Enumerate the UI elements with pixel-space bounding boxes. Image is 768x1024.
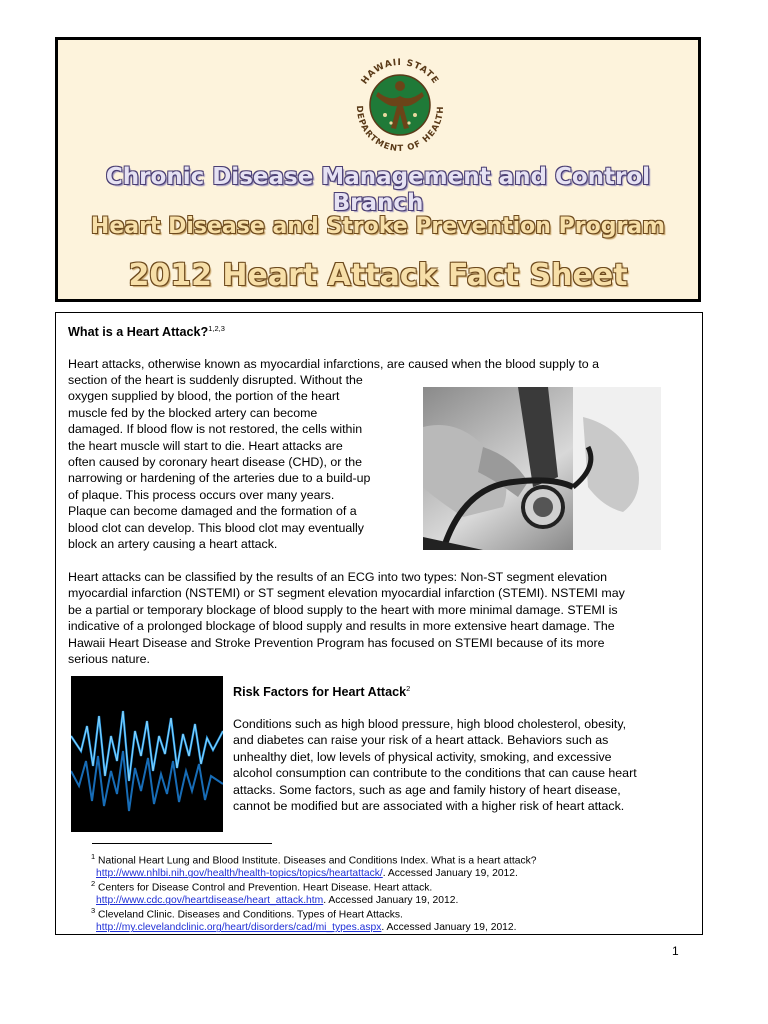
text-line: blood clot can develop. This blood clot may eventually — [68, 520, 364, 535]
text-line: serious nature. — [68, 652, 150, 667]
text-line: section of the heart is suddenly disrupted. Without the — [68, 373, 363, 387]
text-line: block an artery causing a heart attack. — [68, 537, 278, 552]
hawaii-doh-seal-icon — [345, 50, 455, 160]
fact-sheet-title: 2012 Heart Attack Fact Sheet — [128, 258, 628, 293]
heading-citation: 2 — [406, 684, 411, 693]
text-line: indicative of a prolonged blockage of blood supply and results in more extensive heart damage. The — [68, 619, 615, 634]
footnote-number: 3 — [91, 906, 96, 915]
text-line: Conditions such as high blood pressure, high blood cholesterol, obesity, — [233, 717, 627, 731]
heading-risk-factors — [233, 684, 410, 699]
footnote-text: Centers for Disease Control and Prevention. Heart Disease. Heart attack. — [95, 882, 433, 894]
stethoscope-photo — [423, 387, 661, 550]
footnote-accessed: . Accessed January 19, 2012. — [323, 895, 459, 907]
footnote-number: 1 — [91, 852, 96, 861]
ecg-waveform-image — [71, 676, 223, 832]
text-line: narrowing or hardening of the arteries due to a build-up — [68, 471, 371, 486]
text-line: unhealthy diet, low levels of physical activity, smoking, and excessive — [233, 749, 612, 764]
text-line: attacks. Some factors, such as age and family history of heart disease, — [233, 782, 621, 797]
text-line: damaged. If blood flow is not restored, the cells within — [68, 422, 363, 437]
text-line: the heart muscle will start to die. Heart attacks are — [68, 438, 343, 453]
footnote-link[interactable]: http://www.cdc.gov/heartdisease/heart_attack.htm — [96, 895, 324, 907]
para1-wrapped — [68, 372, 413, 552]
footnote-3 — [91, 904, 517, 934]
svg-text:DEPARTMENT OF HEALTH: DEPARTMENT OF HEALTH — [353, 105, 447, 155]
footnote-text: Cleveland Clinic. Diseases and Conditions. Types of Heart Attacks. — [95, 909, 403, 921]
text-line: be a partial or temporary blockage of blood supply to the heart with more minimal damage. STEMI is — [68, 602, 618, 617]
heading-text: What is a Heart Attack? — [68, 325, 209, 340]
footnote-2 — [91, 877, 458, 907]
text-line: of plaque. This process occurs over many years. — [68, 487, 335, 502]
content-box — [55, 312, 703, 935]
text-line: oxygen supplied by blood, the portion of the heart — [68, 389, 340, 404]
footnote-1 — [91, 850, 536, 880]
footnote-number: 2 — [91, 879, 96, 888]
para2 — [68, 569, 698, 667]
branch-title: Chronic Disease Management and Control Branch — [105, 164, 651, 216]
heading-what-is-heart-attack — [68, 324, 225, 339]
text-line: and diabetes can raise your risk of a heart attack. Behaviors such as — [233, 733, 609, 748]
text-line: often caused by coronary heart disease (CHD), or the — [68, 455, 363, 470]
heading-text: Risk Factors for Heart Attack — [233, 685, 407, 700]
program-title: Heart Disease and Stroke Prevention Program — [90, 214, 666, 239]
svg-text:HAWAII STATE: HAWAII STATE — [359, 57, 441, 87]
heading-citation: 1,2,3 — [208, 324, 225, 333]
text-line: Hawaii Heart Disease and Stroke Prevention Program has focused on STEMI because of its more — [68, 635, 605, 650]
risk-factors-para — [233, 716, 698, 814]
text-line: Plaque can become damaged and the formation of a — [68, 504, 357, 519]
footnote-divider — [92, 843, 272, 844]
footnote-link[interactable]: http://my.clevelandclinic.org/heart/disorders/cad/mi_types.aspx — [96, 922, 382, 934]
page-number: 1 — [672, 944, 679, 958]
footnote-accessed: . Accessed January 19, 2012. — [382, 868, 518, 880]
text-line: alcohol consumption can contribute to the conditions that can cause heart — [233, 766, 637, 781]
text-line: muscle fed by the blocked artery can become — [68, 405, 318, 420]
text-line: myocardial infarction (NSTEMI) or ST segment elevation myocardial infarction (STEMI). NSTEMI may — [68, 586, 625, 601]
text-line: Heart attacks can be classified by the results of an ECG into two types: Non-ST segment elevation — [68, 570, 608, 584]
text-line: cannot be modified but are associated with a higher risk of heart attack. — [233, 799, 625, 814]
para1-first-line: Heart attacks, otherwise known as myocardial infarctions, are caused when the blood supply to a — [68, 357, 600, 371]
header-banner — [55, 37, 701, 302]
footnote-text: National Heart Lung and Blood Institute. Diseases and Conditions Index. What is a heart attack? — [95, 855, 537, 867]
footnote-link[interactable]: http://www.nhlbi.nih.gov/health/health-topics/topics/heartattack/ — [96, 868, 383, 880]
footnote-accessed: . Accessed January 19, 2012. — [381, 922, 517, 934]
